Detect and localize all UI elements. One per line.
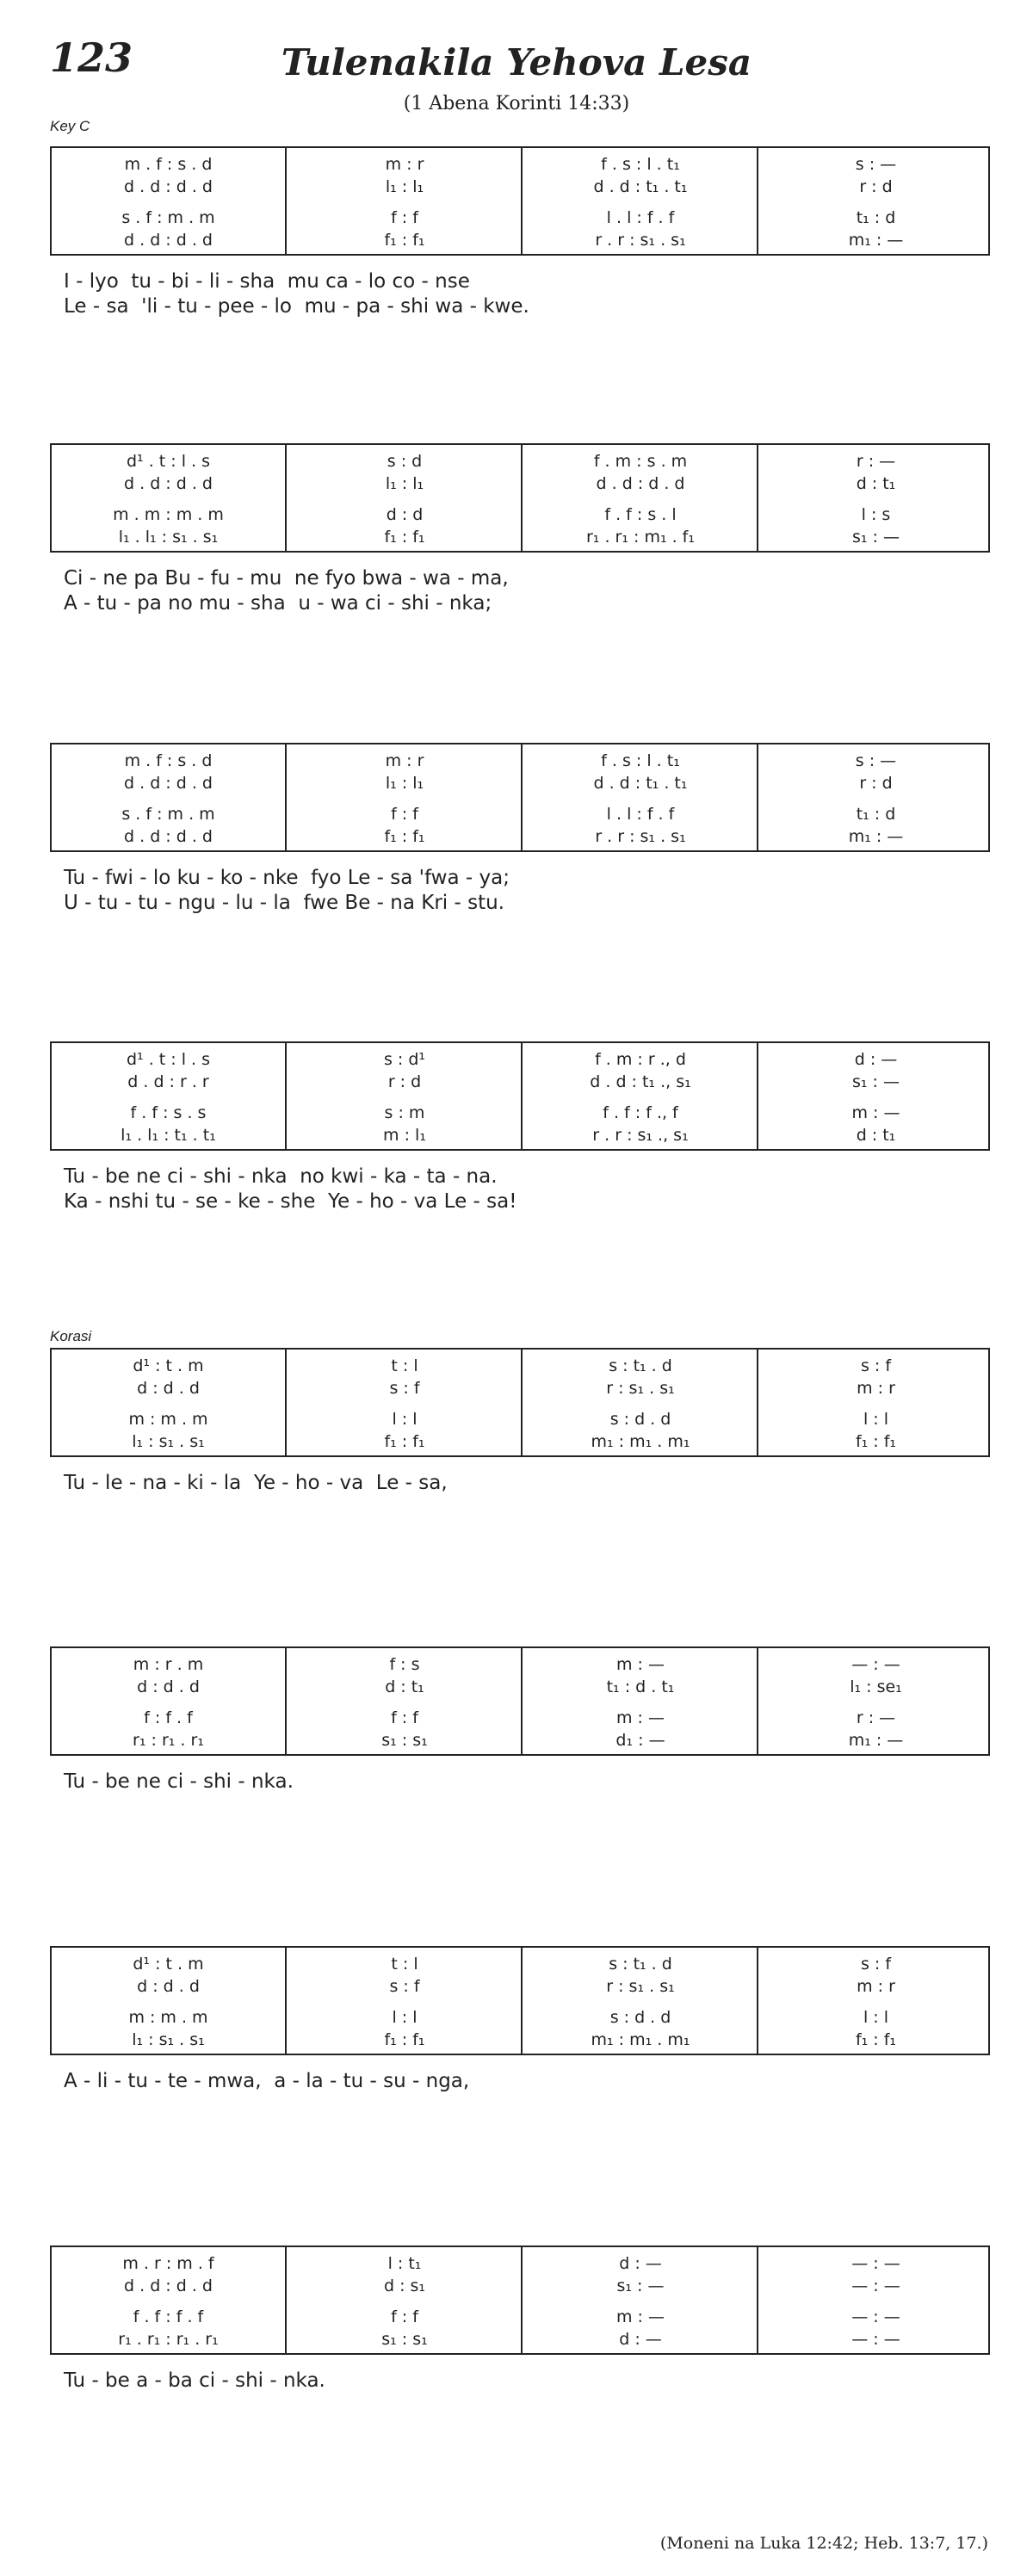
lyric-line: Ci - ne pa Bu - fu - mu ne fyo bwa - wa - ma, (64, 567, 509, 590)
measure (285, 744, 523, 850)
voice-notes: m : r (385, 155, 424, 174)
lyric-line: Tu - be a - ba ci - shi - nka. (64, 2369, 325, 2392)
voice-notes: d : s₁ (383, 2276, 426, 2295)
chorus-label: Korasi (50, 1328, 92, 1344)
voice-notes: l . l : f . f (606, 805, 675, 824)
voice-notes: d . d : t₁ . t₁ (593, 774, 688, 793)
voice-notes: t₁ : d (856, 208, 896, 227)
voice-notes: l₁ : l₁ (385, 177, 424, 196)
voice-notes: m . r : m . f (122, 2254, 214, 2273)
voice-notes: s . f : m . m (121, 805, 215, 824)
voice-notes: s : d¹ (383, 1050, 426, 1069)
measure (285, 1948, 523, 2054)
voice-notes: l : l (863, 1410, 889, 1429)
voice-notes: d¹ : t . m (133, 1955, 204, 1974)
voice-notes: l₁ . l₁ : t₁ . t₁ (121, 1126, 216, 1145)
measure (52, 1648, 285, 1754)
solfa-system (50, 1041, 990, 1151)
voice-notes: s : m (384, 1103, 425, 1122)
voice-notes: s₁ : — (616, 2276, 665, 2295)
solfa-system (50, 743, 990, 852)
voice-notes: m : — (616, 2307, 665, 2326)
voice-notes: r . r : s₁ . s₁ (595, 231, 686, 250)
voice-notes: f : f . f (144, 1708, 193, 1727)
voice-notes: s : f (860, 1356, 892, 1375)
solfa-system (50, 1646, 990, 1756)
voice-notes: m : m . m (128, 1410, 208, 1429)
voice-notes: d . d : d . d (124, 2276, 213, 2295)
voice-notes: f₁ : f₁ (384, 2030, 425, 2049)
voice-notes: — : — (851, 1655, 900, 1674)
voice-notes: m : — (616, 1655, 665, 1674)
solfa-system (50, 1348, 990, 1457)
hymn-number: 123 (50, 34, 133, 81)
voice-notes: l₁ : se₁ (850, 1677, 902, 1696)
voice-notes: l₁ : s₁ . s₁ (132, 1432, 205, 1451)
lyric-line: Tu - le - na - ki - la Ye - ho - va Le - sa, (64, 1472, 448, 1494)
voice-notes: — : — (851, 2307, 900, 2326)
voice-notes: m : r (857, 1379, 895, 1398)
voice-notes: f . s : l . t₁ (601, 155, 680, 174)
voice-notes: d . d : d . d (124, 474, 213, 493)
voice-notes: l . l : f . f (606, 208, 675, 227)
voice-notes: m₁ : — (848, 231, 904, 250)
measure (521, 1948, 758, 2054)
voice-notes: d . d : d . d (124, 827, 213, 846)
measure (52, 2247, 285, 2353)
measure (52, 1948, 285, 2054)
voice-notes: d¹ . t : l . s (126, 452, 211, 471)
voice-notes: f₁ : f₁ (384, 827, 425, 846)
voice-notes: r : s₁ . s₁ (606, 1379, 675, 1398)
voice-notes: d¹ : t . m (133, 1356, 204, 1375)
measure (757, 1043, 993, 1149)
voice-notes: d : — (619, 2254, 662, 2273)
voice-notes: f : f (391, 2307, 418, 2326)
voice-notes: m : r (857, 1977, 895, 1996)
voice-notes: r : d (859, 774, 893, 793)
measure (757, 744, 993, 850)
voice-notes: s : f (389, 1977, 420, 1996)
voice-notes: m . m : m . m (113, 505, 224, 524)
voice-notes: r₁ . r₁ : r₁ . r₁ (118, 2330, 219, 2349)
voice-notes: d . d : t₁ ., s₁ (590, 1072, 691, 1091)
measure (285, 445, 523, 551)
voice-notes: d . d : d . d (124, 774, 213, 793)
measure (757, 445, 993, 551)
voice-notes: s₁ : — (852, 528, 900, 547)
voice-notes: r : — (856, 452, 896, 471)
measure (52, 445, 285, 551)
voice-notes: m₁ : — (848, 1731, 904, 1750)
lyric-line: A - li - tu - te - mwa, a - la - tu - su - nga, (64, 2070, 470, 2092)
voice-notes: m : — (851, 1103, 900, 1122)
voice-notes: d : — (619, 2330, 662, 2349)
lyric-line: Le - sa 'li - tu - pee - lo mu - pa - shi wa - kwe. (64, 295, 529, 318)
solfa-system (50, 443, 990, 553)
measure (285, 148, 523, 254)
voice-notes: f . f : s . l (604, 505, 677, 524)
measure (52, 1350, 285, 1455)
voice-notes: m : r . m (133, 1655, 204, 1674)
voice-notes: d : d . d (137, 1379, 200, 1398)
voice-notes: s : — (855, 155, 897, 174)
voice-notes: f . f : f ., f (603, 1103, 678, 1122)
voice-notes: r₁ : r₁ . r₁ (133, 1731, 204, 1750)
voice-notes: l₁ : l₁ (385, 774, 424, 793)
voice-notes: s . f : m . m (121, 208, 215, 227)
voice-notes: t₁ : d (856, 805, 896, 824)
voice-notes: f : f (391, 1708, 418, 1727)
measure (285, 2247, 523, 2353)
voice-notes: s₁ : — (852, 1072, 900, 1091)
voice-notes: l : l (863, 2008, 889, 2027)
voice-notes: — : — (851, 2330, 900, 2349)
voice-notes: d : t₁ (385, 1677, 424, 1696)
key-signature: Key C (50, 118, 90, 134)
measure (52, 744, 285, 850)
hymn-title: Tulenakila Yehova Lesa (281, 41, 752, 83)
voice-notes: l : l (392, 1410, 418, 1429)
voice-notes: r : d (859, 177, 893, 196)
voice-notes: s₁ : s₁ (381, 2330, 428, 2349)
voice-notes: s : f (389, 1379, 420, 1398)
voice-notes: r . r : s₁ . s₁ (595, 827, 686, 846)
voice-notes: l₁ : s₁ . s₁ (132, 2030, 205, 2049)
voice-notes: r₁ . r₁ : m₁ . f₁ (585, 528, 695, 547)
measure (521, 1350, 758, 1455)
voice-notes: f₁ : f₁ (384, 231, 425, 250)
voice-notes: — : — (851, 2254, 900, 2273)
measure (285, 1043, 523, 1149)
voice-notes: d : t₁ (856, 1126, 896, 1145)
voice-notes: m₁ : — (848, 827, 904, 846)
voice-notes: d : — (854, 1050, 898, 1069)
voice-notes: d . d : t₁ . t₁ (593, 177, 688, 196)
voice-notes: r . r : s₁ ., s₁ (592, 1126, 689, 1145)
measure (521, 2247, 758, 2353)
voice-notes: t₁ : d . t₁ (606, 1677, 675, 1696)
voice-notes: d . d : d . d (124, 177, 213, 196)
solfa-system (50, 1946, 990, 2055)
voice-notes: m : — (616, 1708, 665, 1727)
voice-notes: d : t₁ (856, 474, 896, 493)
voice-notes: f₁ : f₁ (855, 1432, 897, 1451)
voice-notes: m : l₁ (383, 1126, 426, 1145)
measure (285, 1350, 523, 1455)
measure (521, 1648, 758, 1754)
voice-notes: f . f : f . f (133, 2307, 204, 2326)
measure (521, 744, 758, 850)
voice-notes: f : f (391, 208, 418, 227)
voice-notes: f : s (389, 1655, 420, 1674)
footer-reference: (Moneni na Luka 12:42; Heb. 13:7, 17.) (659, 2534, 988, 2553)
voice-notes: t : l (391, 1955, 418, 1974)
voice-notes: s : d . d (609, 2008, 671, 2027)
voice-notes: m : r (385, 751, 424, 770)
solfa-system (50, 2246, 990, 2355)
voice-notes: d . d : d . d (596, 474, 685, 493)
lyric-line: I - lyo tu - bi - li - sha mu ca - lo co - nse (64, 270, 470, 293)
lyric-line: Tu - fwi - lo ku - ko - nke fyo Le - sa 'fwa - ya; (64, 867, 510, 889)
measure (52, 1043, 285, 1149)
measure (521, 445, 758, 551)
voice-notes: s : — (855, 751, 897, 770)
voice-notes: l₁ . l₁ : s₁ . s₁ (118, 528, 219, 547)
measure (757, 2247, 993, 2353)
voice-notes: d¹ . t : l . s (126, 1050, 211, 1069)
lyric-line: U - tu - tu - ngu - lu - la fwe Be - na Kri - stu. (64, 892, 504, 914)
voice-notes: s₁ : s₁ (381, 1731, 428, 1750)
voice-notes: d : d . d (137, 1977, 200, 1996)
voice-notes: f . s : l . t₁ (601, 751, 680, 770)
lyric-line: Tu - be ne ci - shi - nka. (64, 1770, 294, 1793)
voice-notes: m . f : s . d (124, 155, 213, 174)
voice-notes: l : l (392, 2008, 418, 2027)
voice-notes: m₁ : m₁ . m₁ (591, 2030, 690, 2049)
voice-notes: s : t₁ . d (609, 1955, 672, 1974)
voice-notes: m . f : s . d (124, 751, 213, 770)
voice-notes: l₁ : l₁ (385, 474, 424, 493)
voice-notes: r : d (387, 1072, 422, 1091)
voice-notes: f . f : s . s (130, 1103, 207, 1122)
measure (521, 148, 758, 254)
voice-notes: d : d . d (137, 1677, 200, 1696)
voice-notes: m : m . m (128, 2008, 208, 2027)
measure (757, 1350, 993, 1455)
voice-notes: f : f (391, 805, 418, 824)
voice-notes: f . m : r ., d (595, 1050, 686, 1069)
voice-notes: s : f (860, 1955, 892, 1974)
measure (521, 1043, 758, 1149)
voice-notes: — : — (851, 2276, 900, 2295)
lyric-line: Ka - nshi tu - se - ke - she Ye - ho - va Le - sa! (64, 1190, 517, 1213)
voice-notes: d . d : d . d (124, 231, 213, 250)
measure (757, 1648, 993, 1754)
measure (52, 148, 285, 254)
voice-notes: l : s (861, 505, 891, 524)
voice-notes: s : d . d (609, 1410, 671, 1429)
voice-notes: f₁ : f₁ (855, 2030, 897, 2049)
solfa-system (50, 146, 990, 256)
voice-notes: r : — (856, 1708, 896, 1727)
scripture-reference: (1 Abena Korinti 14:33) (403, 93, 630, 114)
voice-notes: t : l (391, 1356, 418, 1375)
voice-notes: r : s₁ . s₁ (606, 1977, 675, 1996)
lyric-line: Tu - be ne ci - shi - nka no kwi - ka - ta - na. (64, 1165, 498, 1188)
measure (285, 1648, 523, 1754)
voice-notes: d₁ : — (615, 1731, 665, 1750)
measure (757, 1948, 993, 2054)
lyric-line: A - tu - pa no mu - sha u - wa ci - shi - nka; (64, 592, 492, 615)
measure (757, 148, 993, 254)
voice-notes: f₁ : f₁ (384, 528, 425, 547)
voice-notes: d . d : r . r (127, 1072, 209, 1091)
voice-notes: s : d (387, 452, 423, 471)
voice-notes: f . m : s . m (593, 452, 688, 471)
voice-notes: f₁ : f₁ (384, 1432, 425, 1451)
voice-notes: d : d (386, 505, 424, 524)
voice-notes: l : t₁ (387, 2254, 422, 2273)
voice-notes: s : t₁ . d (609, 1356, 672, 1375)
voice-notes: m₁ : m₁ . m₁ (591, 1432, 690, 1451)
